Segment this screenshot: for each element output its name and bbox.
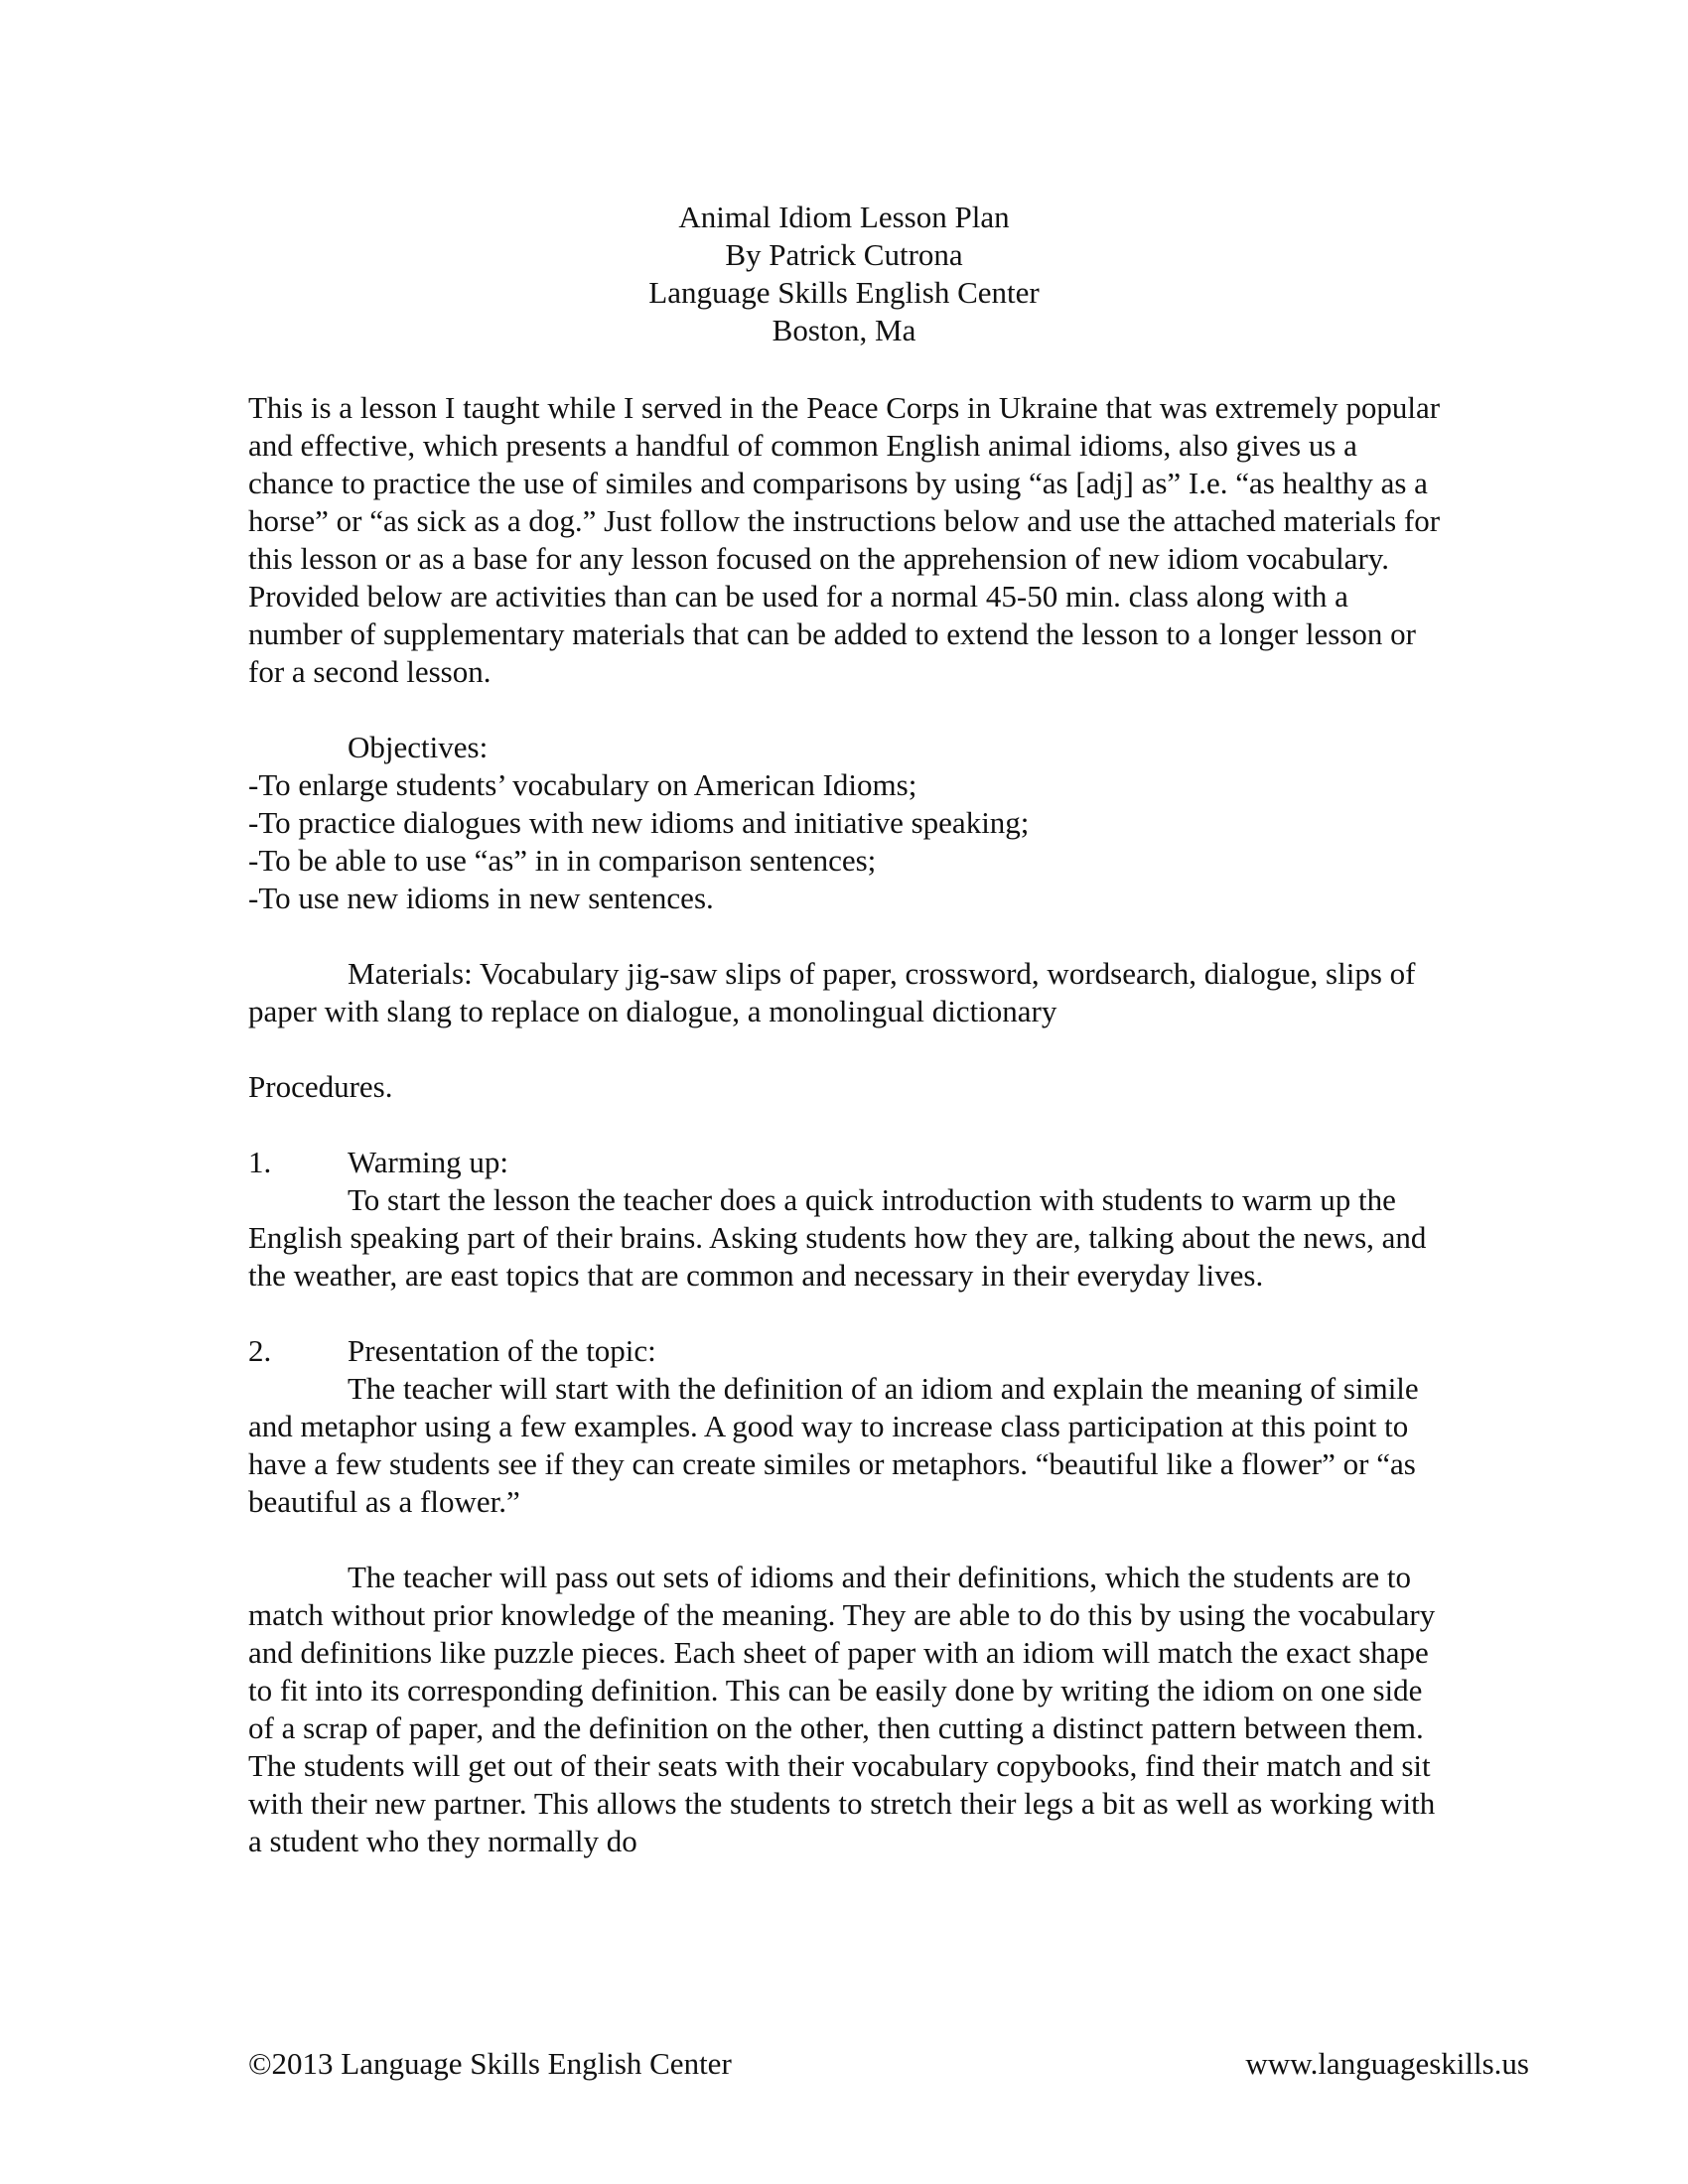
objective-item: -To be able to use “as” in in comparison sentences; xyxy=(248,843,877,878)
materials-paragraph: Materials: Vocabulary jig-saw slips of paper, crossword, wordsearch, dialogue, slips of paper with slang to replace on dialogue, a monolingual dictionary xyxy=(248,956,1416,1028)
objectives-heading: Objectives: xyxy=(348,730,489,764)
footer-website: www.languageskills.us xyxy=(1245,2046,1529,2081)
step-text: The teacher will start with the definition of an idiom and explain the meaning of simile and metaphor using a few examples. A good way to increase class participation at this point to have a few students see if they can create similes or metaphors. “beautiful like a flower” or “as beautiful as a flower.” xyxy=(248,1371,1419,1519)
objective-item: -To use new idioms in new sentences. xyxy=(248,881,714,915)
continuation-paragraph: The teacher will pass out sets of idioms and their definitions, which the students are to match without prior knowledge of the meaning. They are able to do this by using the vocabulary and definitions like puzzle pieces. Each sheet of paper with an idiom will match the exact shape to fit into its corresponding definition. This can be easily done by writing the idiom on one side of a scrap of paper, and the definition on the other, then cutting a distinct pattern between them. The students will get out of their seats with their vocabulary copybooks, find their match and sit with their new partner. This allows the students to stretch their legs a bit as well as working with a student who they normally do xyxy=(248,1560,1436,1858)
step-heading: Warming up: xyxy=(348,1145,508,1179)
step-heading: Presentation of the topic: xyxy=(348,1333,656,1368)
intro-paragraph: This is a lesson I taught while I served in the Peace Corps in Ukraine that was extremely popular and effective, which presents a handful of common English animal idioms, also gives us a chance to practice the use of similes and comparisons by using “as [adj] as” I.e. “as healthy as a horse” or “as sick as a dog.” Just follow the instructions below and use the attached materials for this lesson or as a base for any lesson focused on the apprehension of new idiom vocabulary. Provided below are activities than can be used for a normal 45-50 min. class along with a number of supplementary materials that can be added to extend the lesson to a longer lesson or for a second lesson. xyxy=(248,390,1441,689)
procedure-step-2 xyxy=(248,1332,1450,1521)
procedure-step-1 xyxy=(248,1144,1450,1295)
procedures-heading: Procedures. xyxy=(248,1069,393,1104)
step-text: To start the lesson the teacher does a quick introduction with students to warm up the English speaking part of their brains. Asking students how they are, talking about the news, and the weather, are east topics that are common and necessary in their everyday lives. xyxy=(248,1182,1427,1293)
document-body xyxy=(248,389,1450,1860)
document-location: Boston, Ma xyxy=(772,313,916,347)
page-footer xyxy=(248,2045,1529,2083)
document-author: By Patrick Cutrona xyxy=(725,237,963,272)
objective-item: -To practice dialogues with new idioms and initiative speaking; xyxy=(248,805,1030,840)
document-organization: Language Skills English Center xyxy=(648,275,1040,310)
objectives-section xyxy=(248,729,1450,917)
step-number: 1. xyxy=(248,1145,272,1179)
document-title: Animal Idiom Lesson Plan xyxy=(678,200,1010,234)
objective-item: -To enlarge students’ vocabulary on American Idioms; xyxy=(248,767,917,802)
document-header xyxy=(0,199,1688,349)
footer-copyright: ©2013 Language Skills English Center xyxy=(248,2046,732,2081)
step-number: 2. xyxy=(248,1333,272,1368)
